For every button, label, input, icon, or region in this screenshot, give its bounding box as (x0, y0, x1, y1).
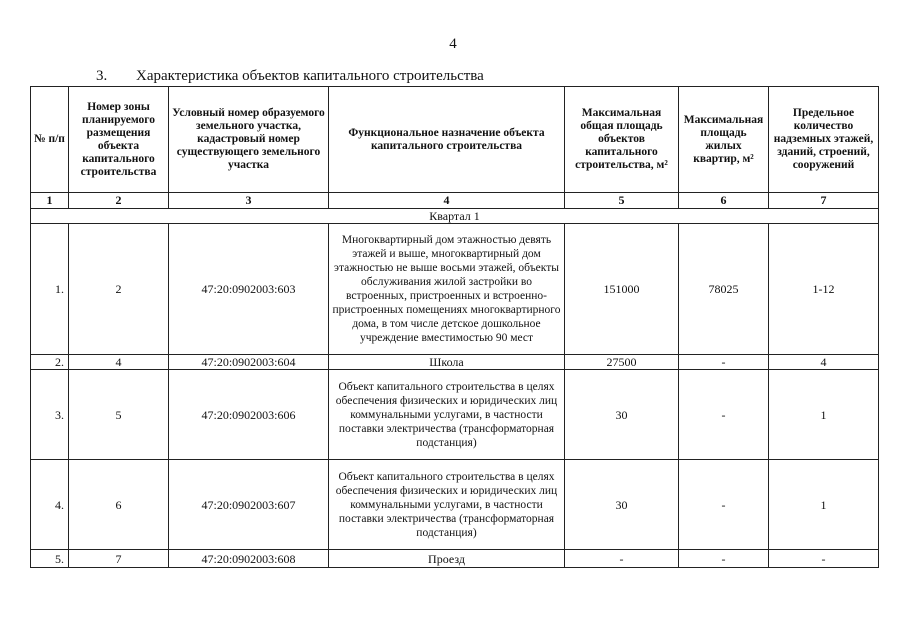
purpose-cell: Школа (329, 355, 565, 370)
floors-cell: 1 (769, 370, 879, 460)
area-cell: 151000 (565, 224, 679, 355)
living-area-cell: - (679, 460, 769, 550)
purpose-cell: Проезд (329, 550, 565, 568)
area-cell: 30 (565, 370, 679, 460)
table-row (31, 460, 879, 550)
purpose-cell: Объект капитального строительства в целях обеспечения физических и юридических лиц коммунальными услугами, в частности поставки электричества (трансформаторная подстанция) (329, 370, 565, 460)
column-number: 6 (679, 193, 769, 209)
header-cell: Номер зоны планируемого размещения объекта капитального строительства (69, 87, 169, 193)
parcel-number: 47:20:0902003:607 (169, 460, 329, 550)
zone-number: 4 (69, 355, 169, 370)
header-cell: № п/п (31, 87, 69, 193)
living-area-cell: - (679, 370, 769, 460)
header-cell: Предельное количество надземных этажей, зданий, строений, сооружений (769, 87, 879, 193)
row-number: 2. (31, 355, 69, 370)
purpose-cell: Объект капитального строительства в целях обеспечения физических и юридических лиц коммунальными услугами, в частности поставки электричества (трансформаторная подстанция) (329, 460, 565, 550)
table-row (31, 550, 879, 568)
living-area-cell: - (679, 355, 769, 370)
parcel-number: 47:20:0902003:606 (169, 370, 329, 460)
column-number: 3 (169, 193, 329, 209)
header-row (31, 87, 879, 193)
floors-cell: 1-12 (769, 224, 879, 355)
row-number: 3. (31, 370, 69, 460)
parcel-number: 47:20:0902003:603 (169, 224, 329, 355)
zone-number: 5 (69, 370, 169, 460)
page-number: 4 (449, 36, 457, 52)
floors-cell: - (769, 550, 879, 568)
column-number: 1 (31, 193, 69, 209)
table-row (31, 355, 879, 370)
header-cell: Условный номер образуемого земельного участка, кадастровый номер существующего земельного участка (169, 87, 329, 193)
capital-objects-table (30, 86, 879, 568)
section-number: 3. (96, 68, 108, 84)
row-number: 1. (31, 224, 69, 355)
parcel-number: 47:20:0902003:604 (169, 355, 329, 370)
floors-cell: 4 (769, 355, 879, 370)
purpose-cell: Многоквартирный дом этажностью девять этажей и выше, многоквартирный дом этажностью не выше восьми этажей, объекты обслуживания жилой застройки во встроенных, пристроенных и встроенно-пристроенных помещениях многоквартирного дома, в том числе детское дошкольное учреждение вместимостью 90 мест (329, 224, 565, 355)
table-row (31, 224, 879, 355)
zone-number: 6 (69, 460, 169, 550)
column-number-row (31, 193, 879, 209)
zone-number: 2 (69, 224, 169, 355)
floors-cell: 1 (769, 460, 879, 550)
living-area-cell: - (679, 550, 769, 568)
header-cell: Функциональное назначение объекта капитального строительства (329, 87, 565, 193)
header-cell: Максимальная площадь жилых квартир, м² (679, 87, 769, 193)
area-cell: 27500 (565, 355, 679, 370)
table-row (31, 370, 879, 460)
column-number: 7 (769, 193, 879, 209)
living-area-cell: 78025 (679, 224, 769, 355)
parcel-number: 47:20:0902003:608 (169, 550, 329, 568)
section-title: Характеристика объектов капитального строительства (136, 68, 484, 84)
row-number: 5. (31, 550, 69, 568)
column-number: 4 (329, 193, 565, 209)
zone-number: 7 (69, 550, 169, 568)
area-cell: 30 (565, 460, 679, 550)
column-number: 5 (565, 193, 679, 209)
header-cell: Максимальная общая площадь объектов капитального строительства, м² (565, 87, 679, 193)
group-row (31, 209, 879, 224)
section-heading (96, 68, 484, 85)
column-number: 2 (69, 193, 169, 209)
row-number: 4. (31, 460, 69, 550)
group-label: Квартал 1 (31, 209, 879, 224)
area-cell: - (565, 550, 679, 568)
